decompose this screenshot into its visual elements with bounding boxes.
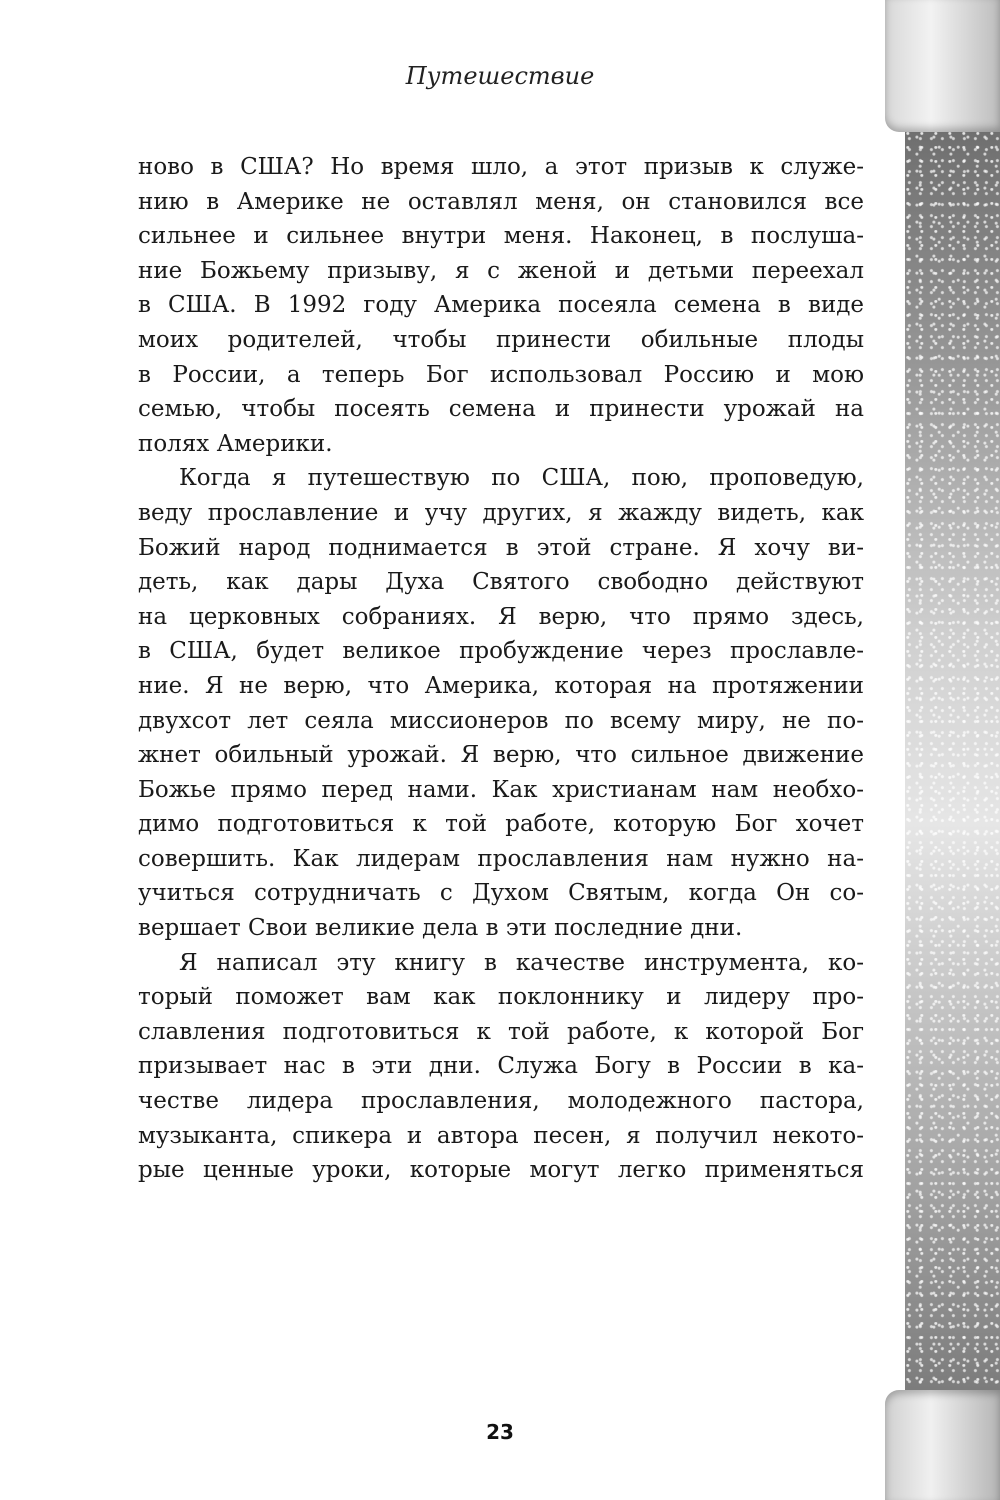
text-line: в России, а теперь Бог использовал Россию и мою bbox=[138, 361, 864, 388]
text-line: димо подготовиться к той работе, которую Бог хочет bbox=[138, 811, 864, 838]
decorative-band-texture bbox=[905, 132, 1000, 1390]
text-line: Божье прямо перед нами. Как христианам нам необхо- bbox=[138, 776, 864, 803]
text-line: честве лидера прославления, молодежного пастора, bbox=[138, 1088, 864, 1115]
text-line: ние Божьему призыву, я с женой и детьми переехал bbox=[138, 257, 864, 284]
text-line: совершить. Как лидерам прославления нам нужно на- bbox=[138, 845, 864, 872]
text-line: жнет обильный урожай. Я верю, что сильное движение bbox=[138, 742, 864, 769]
text-line: славления подготовиться к той работе, к которой Бог bbox=[138, 1018, 864, 1045]
text-line: ние. Я не верю, что Америка, которая на протяжении bbox=[138, 672, 864, 699]
text-line: деть, как дары Духа Святого свободно действуют bbox=[138, 569, 864, 596]
text-line: нию в Америке не оставлял меня, он становился все bbox=[138, 188, 864, 215]
page-number: 23 bbox=[486, 1420, 514, 1444]
text-line: моих родителей, чтобы принести обильные плоды bbox=[138, 326, 864, 353]
text-line: призывает нас в эти дни. Служа Богу в России в ка- bbox=[138, 1053, 864, 1080]
body-text bbox=[138, 150, 864, 1188]
text-line: рые ценные уроки, которые могут легко применяться bbox=[138, 1157, 864, 1184]
paragraph bbox=[138, 946, 864, 1188]
paragraph bbox=[138, 461, 864, 945]
running-head: Путешествие bbox=[405, 62, 595, 90]
text-line: сильнее и сильнее внутри меня. Наконец, в послуша- bbox=[138, 223, 864, 250]
text-line: семью, чтобы посеять семена и принести урожай на bbox=[138, 396, 864, 423]
text-line: веду прославление и учу других, я жажду видеть, как bbox=[138, 499, 864, 526]
paragraph bbox=[138, 150, 864, 461]
text-line: Когда я путешествую по США, пою, проповедую, bbox=[179, 465, 864, 492]
text-line: на церковных собраниях. Я верю, что прямо здесь, bbox=[138, 603, 864, 630]
text-line: Божий народ поднимается в этой стране. Я хочу ви- bbox=[138, 534, 864, 561]
text-line: Я написал эту книгу в качестве инструмента, ко- bbox=[179, 949, 864, 976]
text-line: в США, будет великое пробуждение через прославле- bbox=[138, 638, 864, 665]
text-line: ново в США? Но время шло, а этот призыв к служе- bbox=[138, 154, 864, 180]
text-line: музыканта, спикера и автора песен, я получил некото- bbox=[138, 1122, 864, 1149]
text-line: вершает Свои великие дела в эти последние дни. bbox=[138, 915, 743, 942]
text-line: учиться сотрудничать с Духом Святым, когда Он со- bbox=[138, 880, 864, 907]
text-line: двухсот лет сеяла миссионеров по всему миру, не по- bbox=[138, 707, 864, 734]
text-line: торый поможет вам как поклоннику и лидеру про- bbox=[138, 984, 864, 1011]
text-line: в США. В 1992 году Америка посеяла семена в виде bbox=[138, 292, 864, 319]
decorative-band-cap-bottom bbox=[885, 1390, 1000, 1500]
text-line: полях Америки. bbox=[138, 430, 333, 457]
